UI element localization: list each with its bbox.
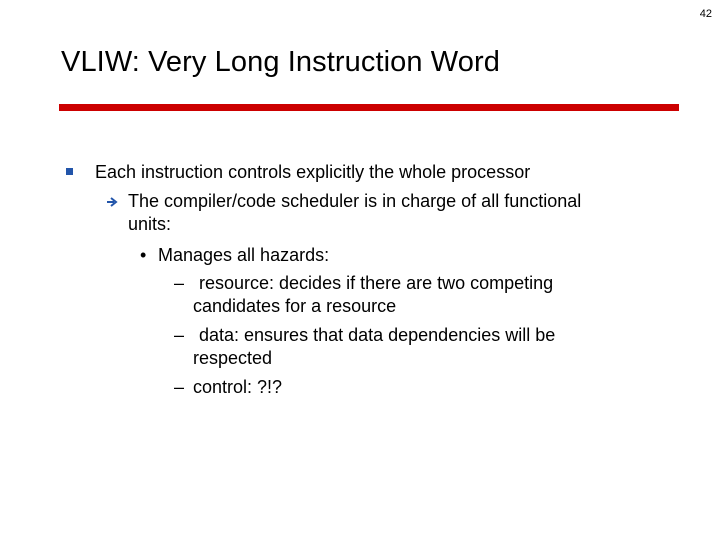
bullet-level3-dot: • [140, 245, 147, 265]
bullet-level4-resource-line1: resource: decides if there are two competing [199, 273, 554, 293]
bullet-level4-data-line2: respected [193, 348, 273, 368]
bullet-level4-resource-line2: candidates for a resource [193, 296, 397, 316]
bullet-level1-text: Each instruction controls explicitly the whole processor [95, 162, 531, 182]
bullet-level4-dash: – [174, 325, 185, 345]
bullet-level4-dash: – [174, 377, 185, 397]
arrow-right-icon [106, 196, 118, 208]
bullet-level2-text-line2: units: [128, 214, 172, 234]
square-bullet-icon [66, 168, 73, 175]
title-divider [59, 104, 679, 111]
bullet-level4-dash: – [174, 273, 185, 293]
slide-title: VLIW: Very Long Instruction Word [61, 46, 500, 78]
bullet-level4-data-line1: data: ensures that data dependencies will be [199, 325, 556, 345]
bullet-level3-text: Manages all hazards: [158, 245, 330, 265]
bullet-level2-text-line1: The compiler/code scheduler is in charge of all functional [128, 191, 582, 211]
bullet-level4-control: control: ?!? [193, 377, 283, 397]
page-number: 42 [699, 8, 712, 20]
